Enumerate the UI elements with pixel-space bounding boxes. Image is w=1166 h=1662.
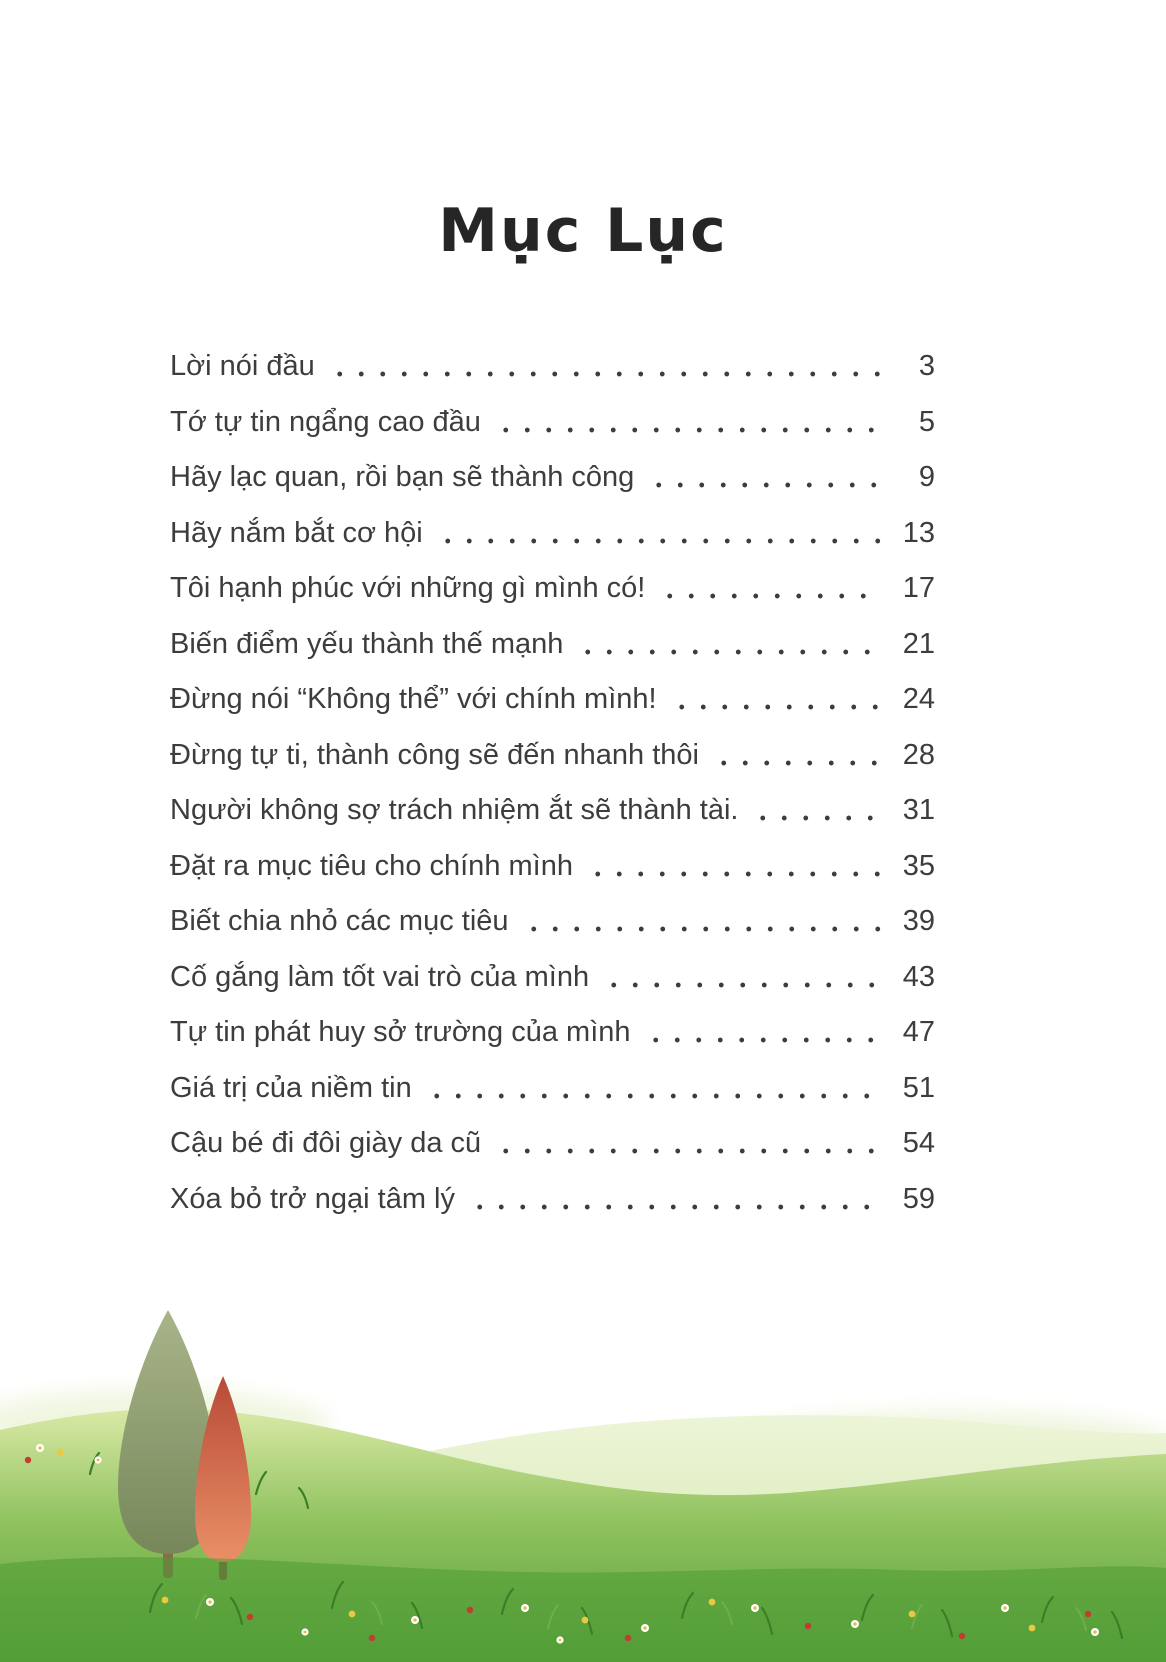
toc-entry-page: 5 <box>918 405 935 438</box>
toc-entry <box>170 405 935 438</box>
toc-entry <box>170 463 935 492</box>
toc-entry-title: Biến điểm yếu thành thế mạnh <box>170 627 564 660</box>
page-title: Mục Lục <box>438 196 728 266</box>
toc-entry <box>170 796 935 825</box>
toc-entry-page: 35 <box>902 849 935 882</box>
toc-entry <box>170 849 935 882</box>
toc-entry-page: 47 <box>902 1016 935 1048</box>
dot-leader <box>587 869 881 879</box>
dot-leader <box>495 425 881 435</box>
toc-entry <box>170 516 935 549</box>
toc-entry-page: 24 <box>902 683 935 715</box>
toc-entry-page: 17 <box>902 572 935 604</box>
dot-leader <box>329 369 881 379</box>
toc-entry-page: 13 <box>902 516 935 549</box>
toc-entry <box>170 1129 935 1158</box>
toc-entry <box>170 574 935 603</box>
toc-entry-title: Biết chia nhỏ các mục tiêu <box>170 905 509 937</box>
dot-leader <box>495 1146 881 1156</box>
toc-entry <box>170 1182 935 1215</box>
toc-entry <box>170 627 935 660</box>
dot-leader <box>437 536 881 546</box>
toc-entry-page: 21 <box>902 627 935 660</box>
dot-leader <box>603 980 881 990</box>
toc-entry-page: 43 <box>902 960 935 993</box>
dot-leader <box>713 758 881 768</box>
toc-entry-page: 28 <box>902 738 935 771</box>
toc-entry-title: Lời nói đầu <box>170 350 315 382</box>
dot-leader <box>659 591 881 601</box>
toc-entry-title: Cố gắng làm tốt vai trò của mình <box>170 960 590 993</box>
toc-entry-title: Tự tin phát huy sở trường của mình <box>170 1016 631 1048</box>
toc-entry <box>170 1018 935 1047</box>
toc-entry-title: Hãy nắm bắt cơ hội <box>170 516 423 549</box>
dot-leader <box>426 1091 881 1101</box>
dot-leader <box>469 1202 881 1212</box>
dot-leader <box>648 480 881 490</box>
toc-entry-page: 51 <box>902 1071 935 1104</box>
toc-entry-title: Tớ tự tin ngẩng cao đầu <box>170 405 481 438</box>
dot-leader <box>645 1035 881 1045</box>
toc-entry <box>170 1071 935 1104</box>
toc-entry-title: Tôi hạnh phúc với những gì mình có! <box>170 572 646 604</box>
meadow-illustration <box>0 1302 1166 1662</box>
toc-entry-page: 31 <box>902 794 935 826</box>
toc-entry-title: Đừng nói “Không thể” với chính mình! <box>170 683 657 715</box>
toc-entry-page: 3 <box>918 350 935 382</box>
dot-leader <box>523 924 881 934</box>
toc-entry <box>170 907 935 936</box>
toc-list <box>170 352 935 1240</box>
toc-entry-page: 39 <box>902 905 935 937</box>
toc-entry <box>170 960 935 993</box>
toc-entry <box>170 738 935 771</box>
toc-entry-title: Xóa bỏ trở ngại tâm lý <box>170 1182 455 1215</box>
toc-entry-title: Đừng tự ti, thành công sẽ đến nhanh thôi <box>170 738 699 771</box>
toc-entry <box>170 685 935 714</box>
dot-leader <box>752 813 881 823</box>
toc-entry-title: Cậu bé đi đôi giày da cũ <box>170 1127 482 1159</box>
toc-entry-page: 9 <box>918 461 935 493</box>
dot-leader <box>577 647 881 657</box>
toc-entry-title: Người không sợ trách nhiệm ắt sẽ thành tài. <box>170 794 739 826</box>
toc-entry-page: 59 <box>902 1182 935 1215</box>
toc-entry-title: Đặt ra mục tiêu cho chính mình <box>170 849 573 882</box>
toc-entry-title: Hãy lạc quan, rồi bạn sẽ thành công <box>170 461 635 493</box>
toc-entry-title: Giá trị của niềm tin <box>170 1071 412 1104</box>
toc-entry-page: 54 <box>902 1127 935 1159</box>
toc-entry <box>170 352 935 381</box>
dot-leader <box>671 702 881 712</box>
